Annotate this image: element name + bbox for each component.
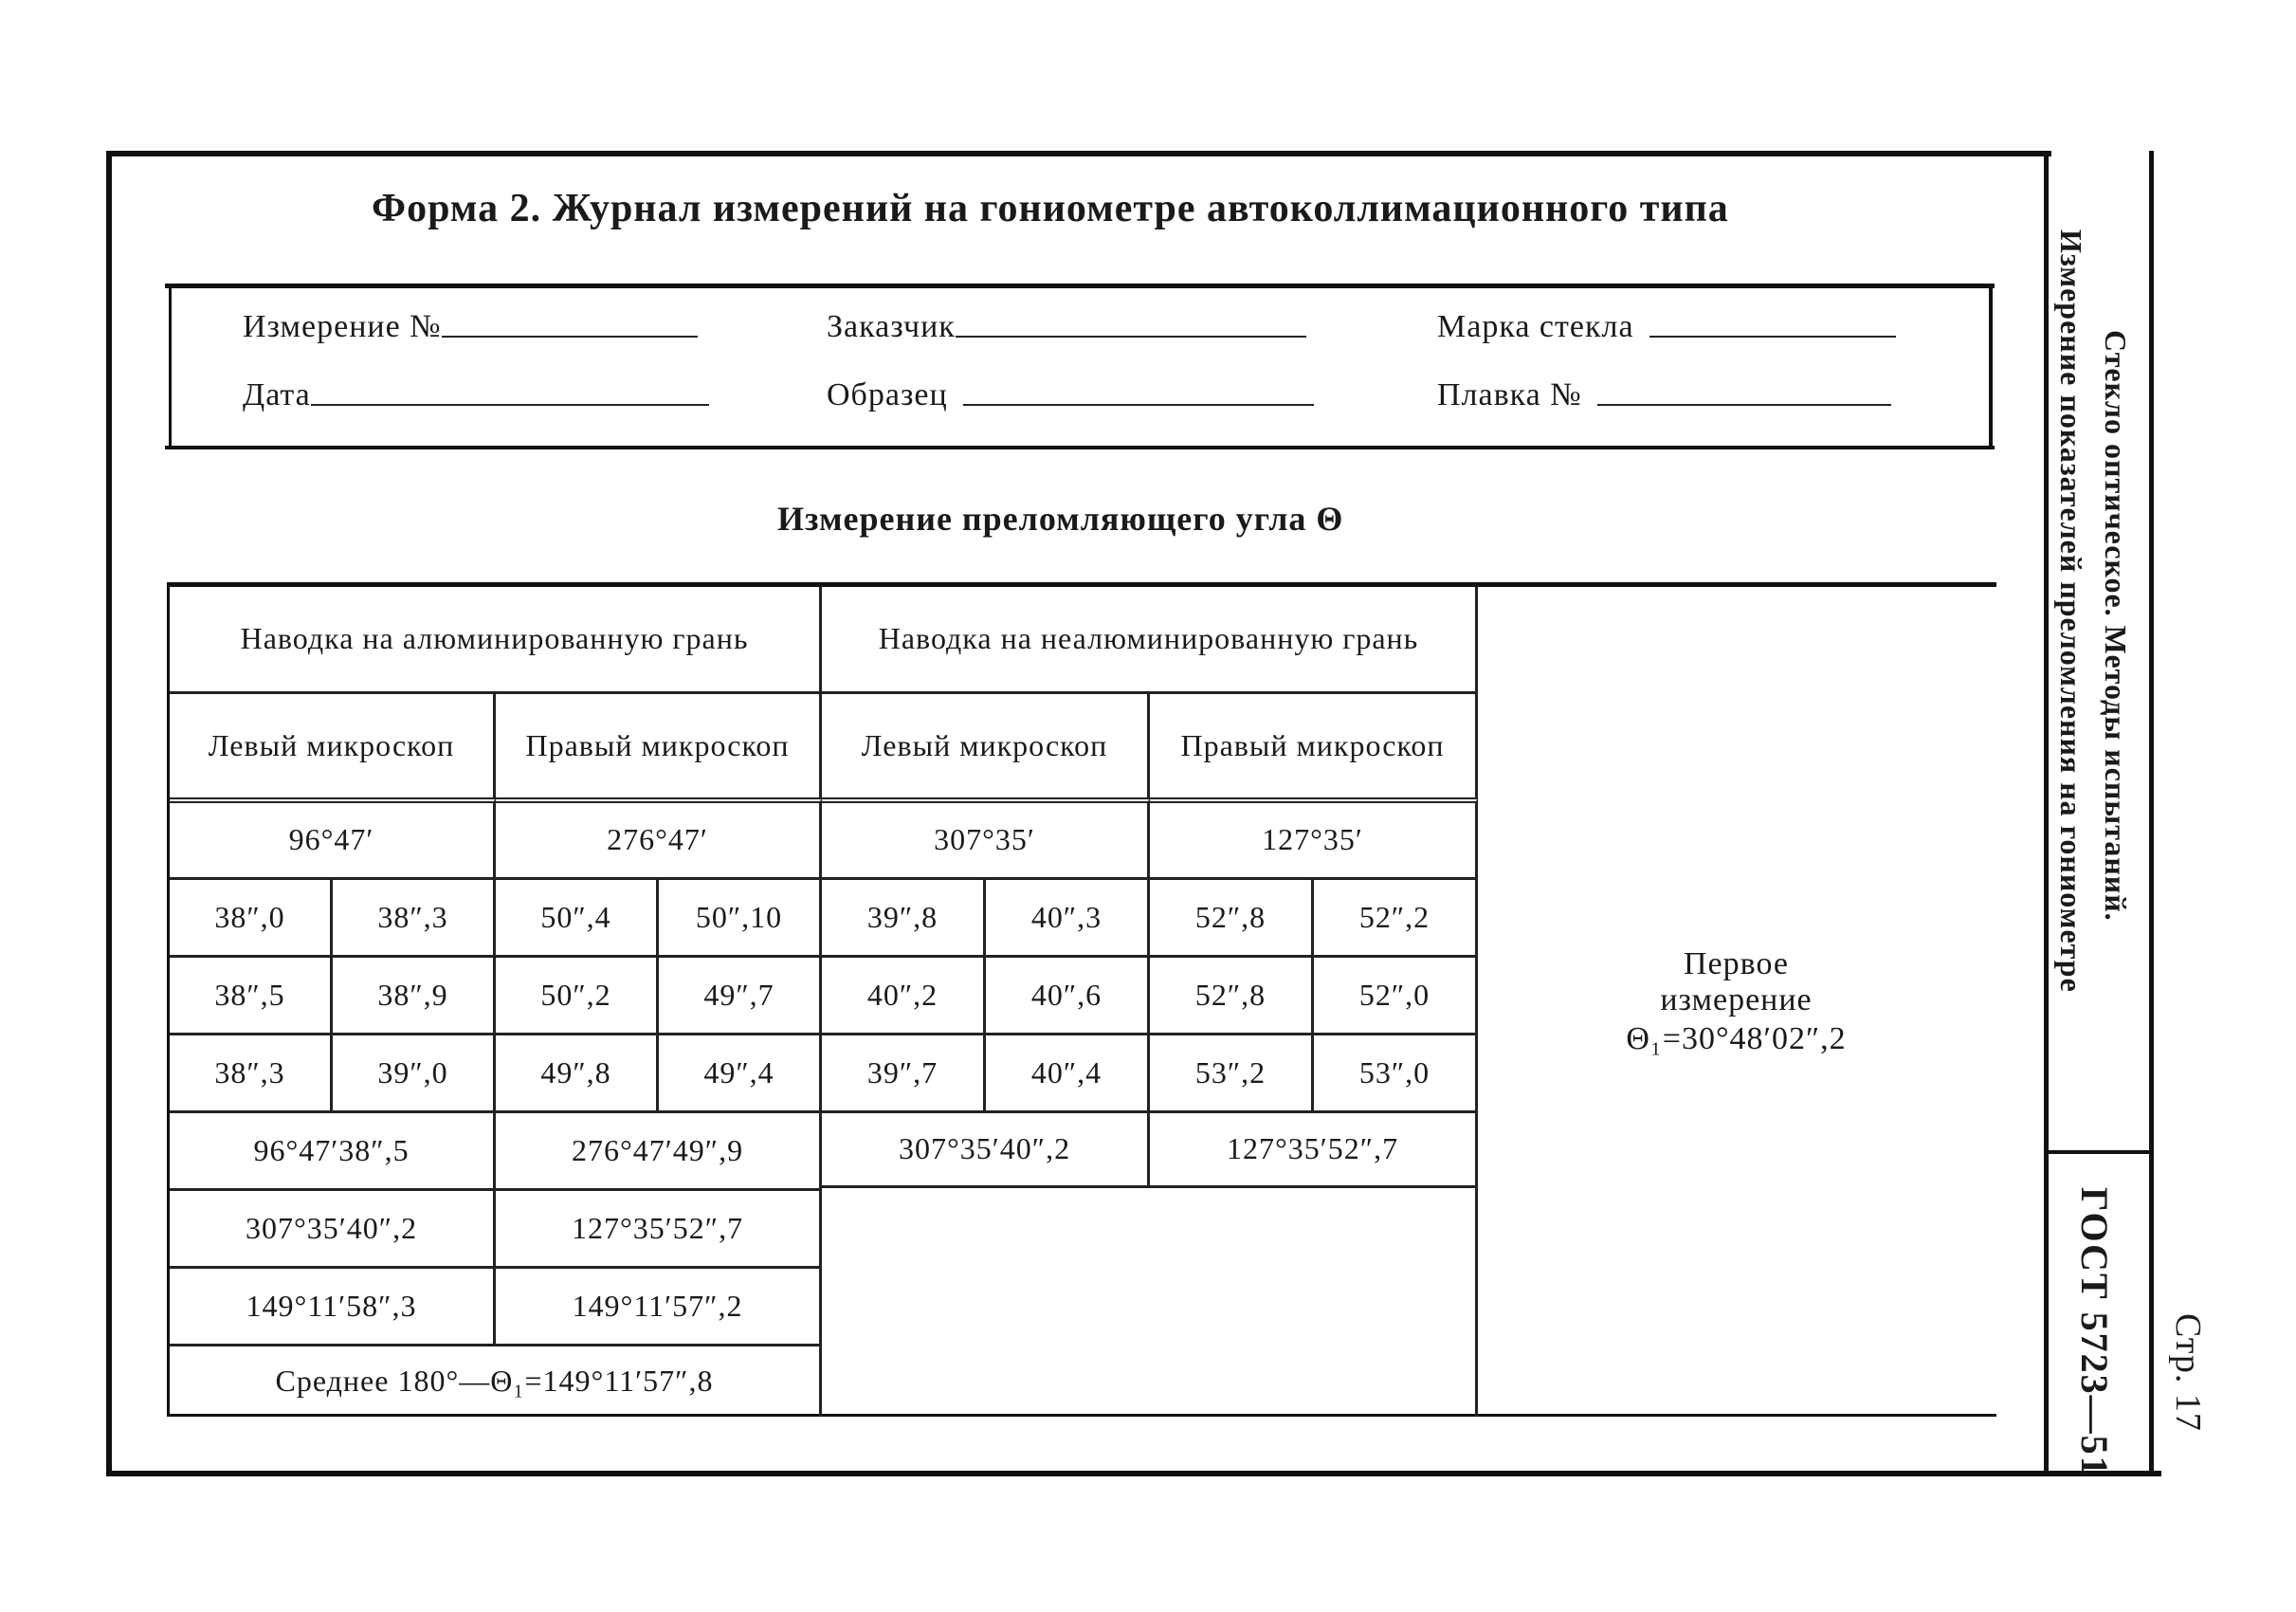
al-left-result: 96°47′38″,5 (170, 1110, 496, 1188)
nal-right-degrees: 127°35′ (1150, 797, 1478, 877)
measurement-number-field[interactable] (243, 309, 698, 345)
measurement-number-line (442, 336, 698, 338)
header-aluminized: Наводка на алюминированную грань (170, 587, 822, 691)
nal-left-degrees: 307°35′ (822, 797, 1150, 877)
date-label: Дата (243, 377, 311, 412)
seconds-cell: 52″,2 (1314, 877, 1478, 955)
seconds-cell: 52″,0 (1314, 955, 1478, 1033)
seconds-cell: 40″,3 (986, 877, 1150, 955)
sidebar-separator (2048, 1150, 2150, 1154)
seconds-cell: 53″,2 (1150, 1033, 1314, 1110)
measurement-table (167, 582, 1996, 1417)
seconds-cell: 49″,7 (659, 955, 822, 1033)
sample-line (963, 404, 1314, 406)
sidebar-title-line1: Стекло оптическое. Методы испытаний. (2099, 330, 2133, 922)
sample-label: Образец (827, 377, 948, 412)
sidebar-gost-number: ГОСТ 5723—51 (2073, 1187, 2116, 1477)
page-number: Стр. 17 (2168, 1313, 2208, 1432)
seconds-cell: 39″,7 (822, 1033, 986, 1110)
date-line (311, 404, 709, 406)
al-left-degrees: 96°47′ (170, 797, 496, 877)
seconds-cell: 50″,10 (659, 877, 822, 955)
seconds-cell: 38″,3 (333, 877, 496, 955)
first-measurement-label: Первое измерение (1660, 946, 1813, 1017)
date-field[interactable] (243, 377, 709, 413)
seconds-cell: 38″,0 (170, 877, 333, 955)
header-nal-right-microscope: Правый микроскоп (1150, 691, 1478, 797)
nal-left-result: 307°35′40″,2 (822, 1110, 1150, 1188)
info-box-right (1989, 288, 1993, 446)
header-nonaluminized: Наводка на неалюминированную грань (822, 587, 1478, 691)
melt-number-field[interactable] (1437, 377, 1891, 413)
customer-field[interactable] (827, 309, 1306, 345)
seconds-cell: 49″,8 (496, 1033, 659, 1110)
glass-grade-label: Марка стекла (1437, 309, 1634, 344)
seconds-cell: 38″,9 (333, 955, 496, 1033)
seconds-cell: 39″,0 (333, 1033, 496, 1110)
first-measurement-value: Θ₁=30°48′02″,2 (1626, 1021, 1847, 1057)
page-title: Форма 2. Журнал измерений на гониометре автоколлимационного типа (372, 187, 1729, 230)
header-al-left-microscope: Левый микроскоп (170, 691, 496, 797)
seconds-cell: 52″,8 (1150, 955, 1314, 1033)
customer-line (956, 336, 1306, 338)
seconds-cell: 50″,2 (496, 955, 659, 1033)
header-al-right-microscope: Правый микроскоп (496, 691, 822, 797)
header-nal-left-microscope: Левый микроскоп (822, 691, 1150, 797)
seconds-cell: 39″,8 (822, 877, 986, 955)
measurement-number-label: Измерение № (243, 309, 442, 344)
al-right-degrees: 276°47′ (496, 797, 822, 877)
mean-value: Среднее 180°—Θ₁=149°11′57″,8 (170, 1344, 822, 1417)
sample-field[interactable] (827, 377, 1314, 413)
seconds-cell: 38″,5 (170, 955, 333, 1033)
frame-right-rule (2044, 151, 2049, 1471)
melt-number-line (1597, 404, 1891, 406)
frame-outer-right-rule (2149, 151, 2154, 1471)
seconds-cell: 40″,4 (986, 1033, 1150, 1110)
frame-left-rule (106, 151, 112, 1476)
customer-label: Заказчик (827, 309, 956, 344)
empty-area (822, 1188, 1478, 1417)
seconds-cell: 53″,0 (1314, 1033, 1478, 1110)
glass-grade-field[interactable] (1437, 309, 1896, 345)
al-right-result: 276°47′49″,9 (496, 1110, 822, 1188)
frame-top-rule (110, 151, 2051, 156)
al-right-difference: 149°11′57″,2 (496, 1266, 822, 1344)
seconds-cell: 40″,2 (822, 955, 986, 1033)
glass-grade-line (1649, 336, 1896, 338)
al-right-copy: 127°35′52″,7 (496, 1188, 822, 1266)
seconds-cell: 49″,4 (659, 1033, 822, 1110)
al-left-difference: 149°11′58″,3 (170, 1266, 496, 1344)
info-box-top (165, 284, 1995, 288)
seconds-cell: 38″,3 (170, 1033, 333, 1110)
nal-right-result: 127°35′52″,7 (1150, 1110, 1478, 1188)
seconds-cell: 50″,4 (496, 877, 659, 955)
sidebar-title-line2: Измерение показателей преломления на гониометре (2054, 229, 2088, 993)
seconds-cell: 52″,8 (1150, 877, 1314, 955)
first-measurement-cell (1478, 587, 1995, 1417)
seconds-cell: 40″,6 (986, 955, 1150, 1033)
section-title: Измерение преломляющего угла Θ (777, 500, 1344, 538)
frame-bottom-rule (110, 1471, 2161, 1476)
info-box-left (169, 288, 172, 446)
melt-number-label: Плавка № (1437, 377, 1582, 412)
al-left-copy: 307°35′40″,2 (170, 1188, 496, 1266)
info-box-bottom (165, 446, 1995, 449)
